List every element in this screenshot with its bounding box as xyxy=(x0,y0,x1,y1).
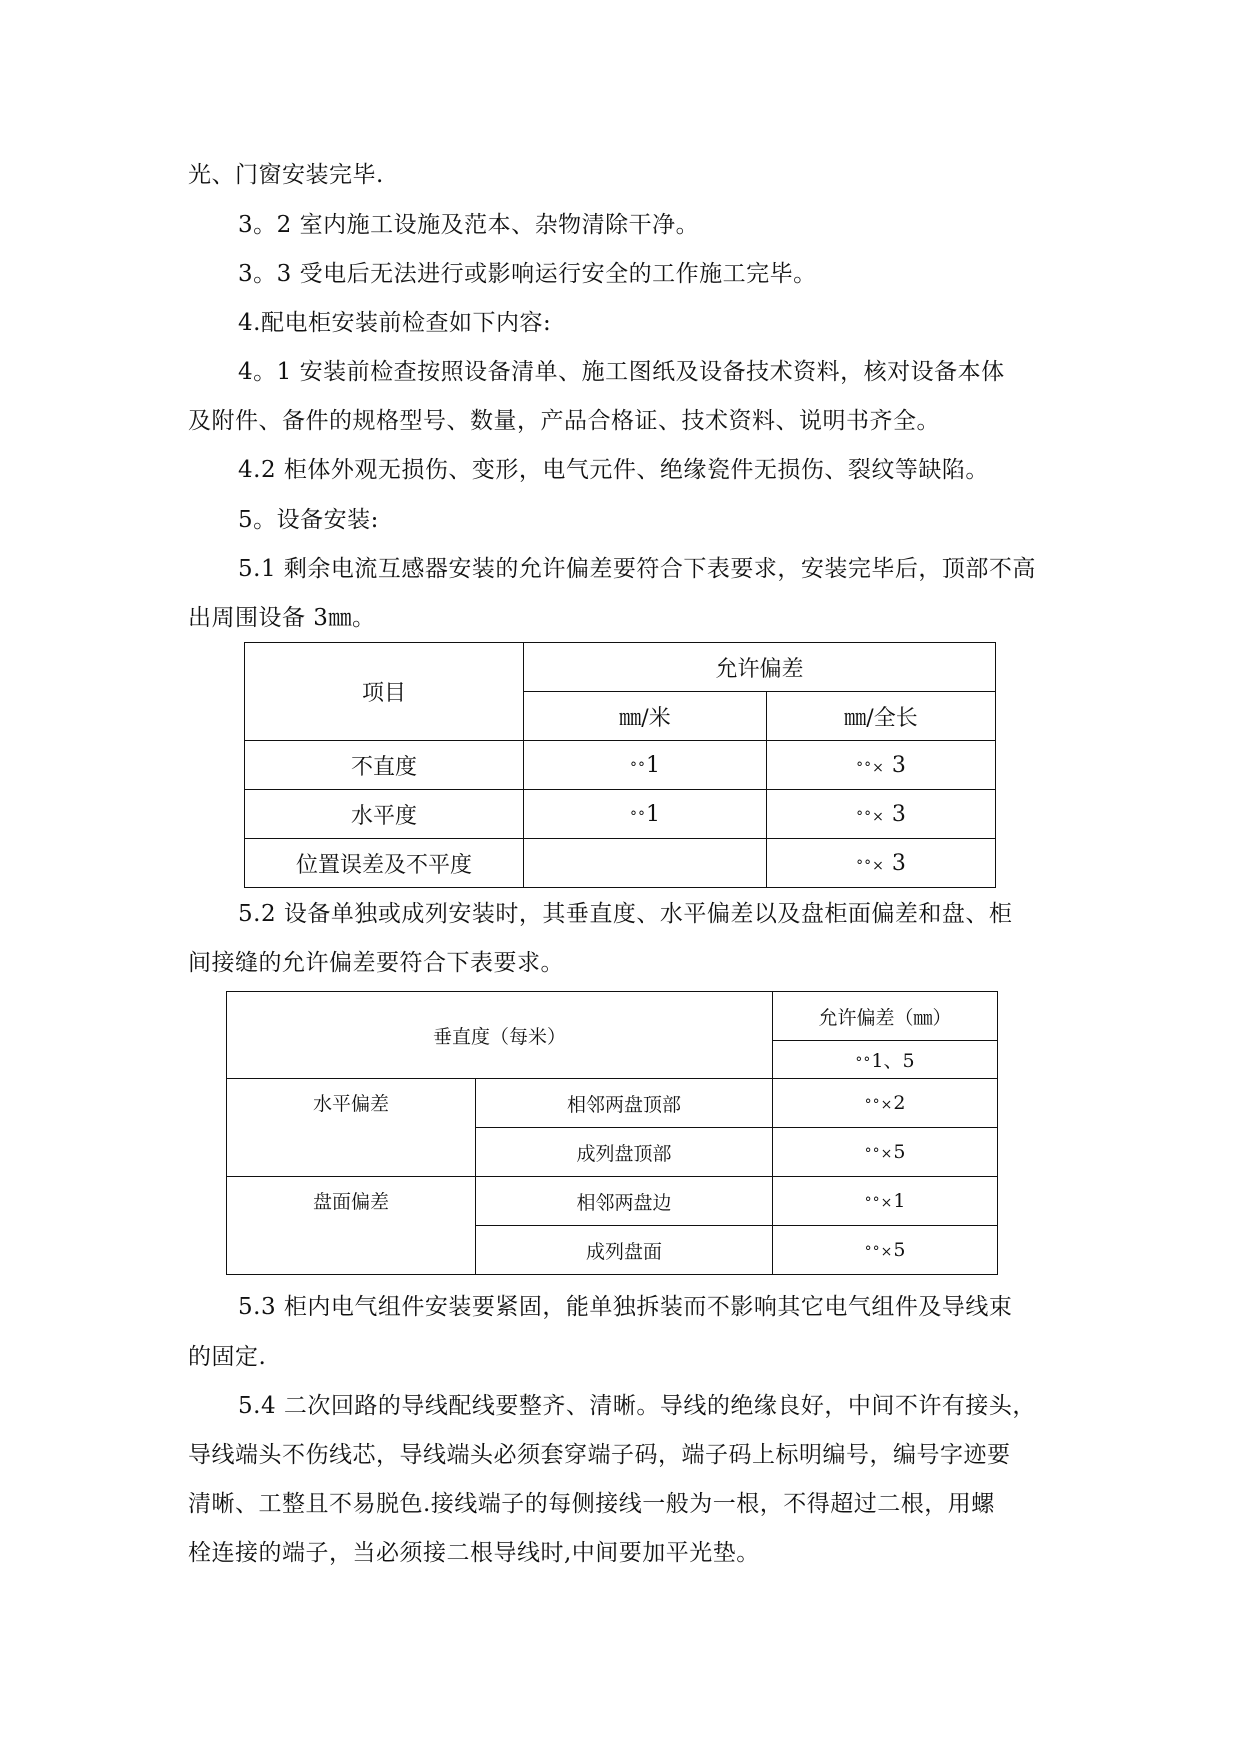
table2-value-cell xyxy=(773,1128,998,1177)
tolerance-symbol: °°× xyxy=(864,1146,894,1162)
table2-item: 成列盘顶部 xyxy=(476,1128,773,1177)
table1-sub-per-meter: ㎜/米 xyxy=(524,692,767,741)
table2-value-cell xyxy=(773,1226,998,1275)
paragraph-line: 导线端头不伤线芯，导线端头必须套穿端子码，端子码上标明编号，编号字迹要 xyxy=(188,1442,1011,1468)
paragraph-line: 清晰、工整且不易脱色.接线端子的每侧接线一般为一根，不得超过二根，用螺 xyxy=(188,1491,995,1517)
tolerance-symbol: °°× xyxy=(864,1244,894,1260)
tolerance-symbol: °°× xyxy=(856,857,885,874)
table2-horizontal-label: 水平偏差 xyxy=(227,1079,476,1177)
table1-row-label: 水平度 xyxy=(245,790,524,839)
table1-per-meter-cell xyxy=(524,741,767,790)
table2-vertical-value-cell xyxy=(773,1041,998,1079)
paragraph-line: 5.2 设备单独或成列安装时，其垂直度、水平偏差以及盘柜面偏差和盘、柜 xyxy=(238,901,1013,927)
table-row xyxy=(245,741,996,790)
table1-header-item: 项目 xyxy=(245,643,524,741)
table-row xyxy=(245,839,996,888)
table2-item: 相邻两盘边 xyxy=(476,1177,773,1226)
table-row xyxy=(245,790,996,839)
paragraph-line: 4.2 柜体外观无损伤、变形，电气元件、绝缘瓷件无损伤、裂纹等缺陷。 xyxy=(238,457,989,483)
table-row xyxy=(227,1177,998,1226)
paragraph-line: 间接缝的允许偏差要符合下表要求。 xyxy=(188,950,564,976)
table2-item: 成列盘面 xyxy=(476,1226,773,1275)
tolerance-symbol: °°× xyxy=(856,808,885,825)
paragraph-line: 3。2 室内施工设施及范本、杂物清除干净。 xyxy=(238,212,700,238)
table2-value: 2 xyxy=(893,1092,906,1114)
table2-vertical-label: 垂直度（每米） xyxy=(227,992,773,1079)
tolerance-symbol: °°× xyxy=(864,1195,894,1211)
table-row xyxy=(227,1079,998,1128)
table2-surface-label: 盘面偏差 xyxy=(227,1177,476,1275)
paragraph-line: 出周围设备 3㎜。 xyxy=(188,605,376,631)
tolerance-symbol: °°× xyxy=(856,759,885,776)
table1-sub-full-length: ㎜/全长 xyxy=(767,692,996,741)
paragraph-line: 3。3 受电后无法进行或影响运行安全的工作施工完毕。 xyxy=(238,261,817,287)
tolerance-table-1 xyxy=(244,642,996,888)
table1-full-length-cell xyxy=(767,790,996,839)
tolerance-table-2 xyxy=(226,991,998,1275)
tolerance-symbol: °° xyxy=(630,759,646,776)
table2-tolerance-header: 允许偏差（㎜） xyxy=(773,992,998,1041)
table2-value: 5 xyxy=(893,1239,906,1261)
table2-item: 相邻两盘顶部 xyxy=(476,1079,773,1128)
tolerance-symbol: °° xyxy=(630,808,646,825)
table1-row-label: 位置误差及不平度 xyxy=(245,839,524,888)
paragraph-line: 4.配电柜安装前检查如下内容: xyxy=(238,310,552,336)
table2-value-cell xyxy=(773,1079,998,1128)
paragraph-line: 光、门窗安装完毕. xyxy=(188,162,384,188)
table1-per-meter-cell xyxy=(524,790,767,839)
table1-full-length-value: 3 xyxy=(891,752,906,778)
table1-row-label: 不直度 xyxy=(245,741,524,790)
tolerance-symbol: °° xyxy=(855,1055,872,1071)
paragraph-line: 5.4 二次回路的导线配线要整齐、清晰。导线的绝缘良好，中间不许有接头， xyxy=(238,1393,1036,1419)
table2-value-cell xyxy=(773,1177,998,1226)
paragraph-line: 5.3 柜内电气组件安装要紧固，能单独拆装而不影响其它电气组件及导线束 xyxy=(238,1294,1013,1320)
table1-full-length-value: 3 xyxy=(891,801,906,827)
table1-per-meter-value: 1 xyxy=(646,801,660,827)
table1-full-length-cell xyxy=(767,839,996,888)
table1-full-length-value: 3 xyxy=(891,850,906,876)
paragraph-line: 5。设备安装: xyxy=(238,507,379,533)
paragraph-line: 的固定. xyxy=(188,1344,267,1370)
table2-value: 1 xyxy=(893,1190,906,1212)
paragraph-line: 5.1 剩余电流互感器安装的允许偏差要符合下表要求，安装完毕后，顶部不高 xyxy=(238,556,1036,582)
tolerance-symbol: °°× xyxy=(864,1097,894,1113)
paragraph-line: 4。1 安装前检查按照设备清单、施工图纸及设备技术资料，核对设备本体 xyxy=(238,359,1005,385)
table2-value: 5 xyxy=(893,1141,906,1163)
table1-full-length-cell xyxy=(767,741,996,790)
table1-header-tolerance: 允许偏差 xyxy=(524,643,996,692)
table2-vertical-value: 1、5 xyxy=(871,1050,915,1072)
paragraph-line: 及附件、备件的规格型号、数量，产品合格证、技术资料、说明书齐全。 xyxy=(188,408,940,434)
table1-per-meter-cell xyxy=(524,839,767,888)
paragraph-line: 栓连接的端子，当必须接二根导线时,中间要加平光垫。 xyxy=(188,1540,760,1566)
table1-per-meter-value: 1 xyxy=(646,752,660,778)
